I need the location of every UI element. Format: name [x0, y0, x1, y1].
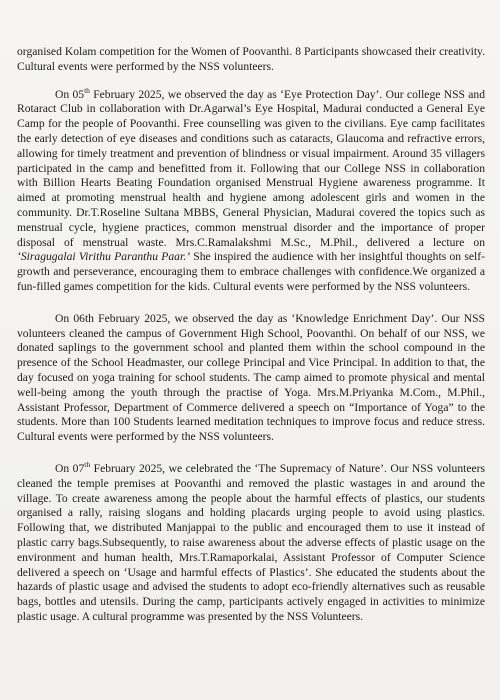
date-prefix: On 07	[55, 461, 85, 475]
paragraph-kolam-competition: organised Kolam competition for the Women of Poovanthi. 8 Participants showcased their creativity. Cultural events were performed by the NSS volunteers.	[17, 45, 485, 73]
date-prefix: On 05	[55, 87, 85, 101]
paragraph-knowledge-enrichment-day: On 06th February 2025, we observed the day as ‘Knowledge Enrichment Day’. Our NSS volunteers cleaned the campus of Government High School, Poovanthi. On behalf of our NSS, we donated saplings to the government school and planted them within the school compound in the presence of the School Headmaster, our college Principal and Vice Principal. In addition to that, the day focused on yoga training for school students. The camp aimed to promote physical and mental well-being among the youth through the practise of Yoga. Mrs.M.Priyanka M.Com., M.Phil., Assistant Professor, Department of Commerce delivered a speech on “Importance of Yoga” to the students. More than 100 Students learned meditation techniques to improve focus and reduce stress. Cultural events were performed by the NSS volunteers.	[17, 311, 485, 444]
paragraph-supremacy-of-nature	[17, 462, 485, 625]
paragraph-eye-protection-day	[17, 85, 485, 295]
date-superscript: th	[84, 85, 90, 95]
paragraph-body: February 2025, we celebrated the ‘The Supremacy of Nature’. Our NSS volunteers cleaned the temple premises at Poovanthi and removed the plastic wastages in and around the village. To create awareness among the people about the harmful effects of plastics, our students organised a rally, raising slogans and holding placards urging people to avoid using plastics. Following that, we distributed Manjappai to the public and encouraged them to use it instead of plastic carry bags.Subsequently, to raise awareness about the adverse effects of plastic usage on the environment and human health, Mrs.T.Ramaporkalai, Assistant Professor of Computer Science delivered a speech on ‘Usage and harmful effects of Plastics’. She educated the students about the hazards of plastic usage and advised the students to adopt eco-friendly alternatives such as reusable bags, bottles and utensils. During the camp, participants actively engaged in activities to minimize plastic usage. A cultural programme was presented by the NSS Volunteers.	[17, 461, 486, 623]
date-superscript: th	[84, 460, 91, 470]
paragraph-body: February 2025, we observed the day as ‘Eye Protection Day’. Our college NSS and Rotaract Club in collaboration with Dr.Agarwal’s Eye Hospital, Madurai conducted a General Eye Camp for the people of Poovanthi. Free counselling was given to the civilians. Eye camp facilitates the early detection of eye diseases and conditions such as cataracts, Glaucoma and refractive errors, allowing for timely treatment and prevention of blindness or visual impairment. Around 35 villagers participated in the camp and benefitted from it. Following that our College NSS in collaboration with Billion Hearts Beating Foundation organised Menstrual Hygiene awareness programme. It aimed at promoting menstrual health and hygiene among adolescent girls and women in the community. Dr.T.Roseline Sultana MBBS, General Physician, Madurai covered the topics such as menstrual cycle, hygiene practices, common menstrual disorder and the importance of proper disposal of menstrual waste. Mrs.C.Ramalakshmi M.Sc., M.Phil., delivered a lecture on	[17, 87, 485, 249]
document-body	[17, 45, 485, 625]
paragraph-tail: She inspired the audience with her insightful thoughts on self-growth and perseverance, encouraging them to embrace challenges with confidence.We organized a fun-filled games competition for the kids. Cultural events were performed by the NSS volunteers.	[17, 250, 485, 293]
lecture-title: ‘Siragugalai Virithu Paranthu Paar.’	[17, 250, 190, 264]
